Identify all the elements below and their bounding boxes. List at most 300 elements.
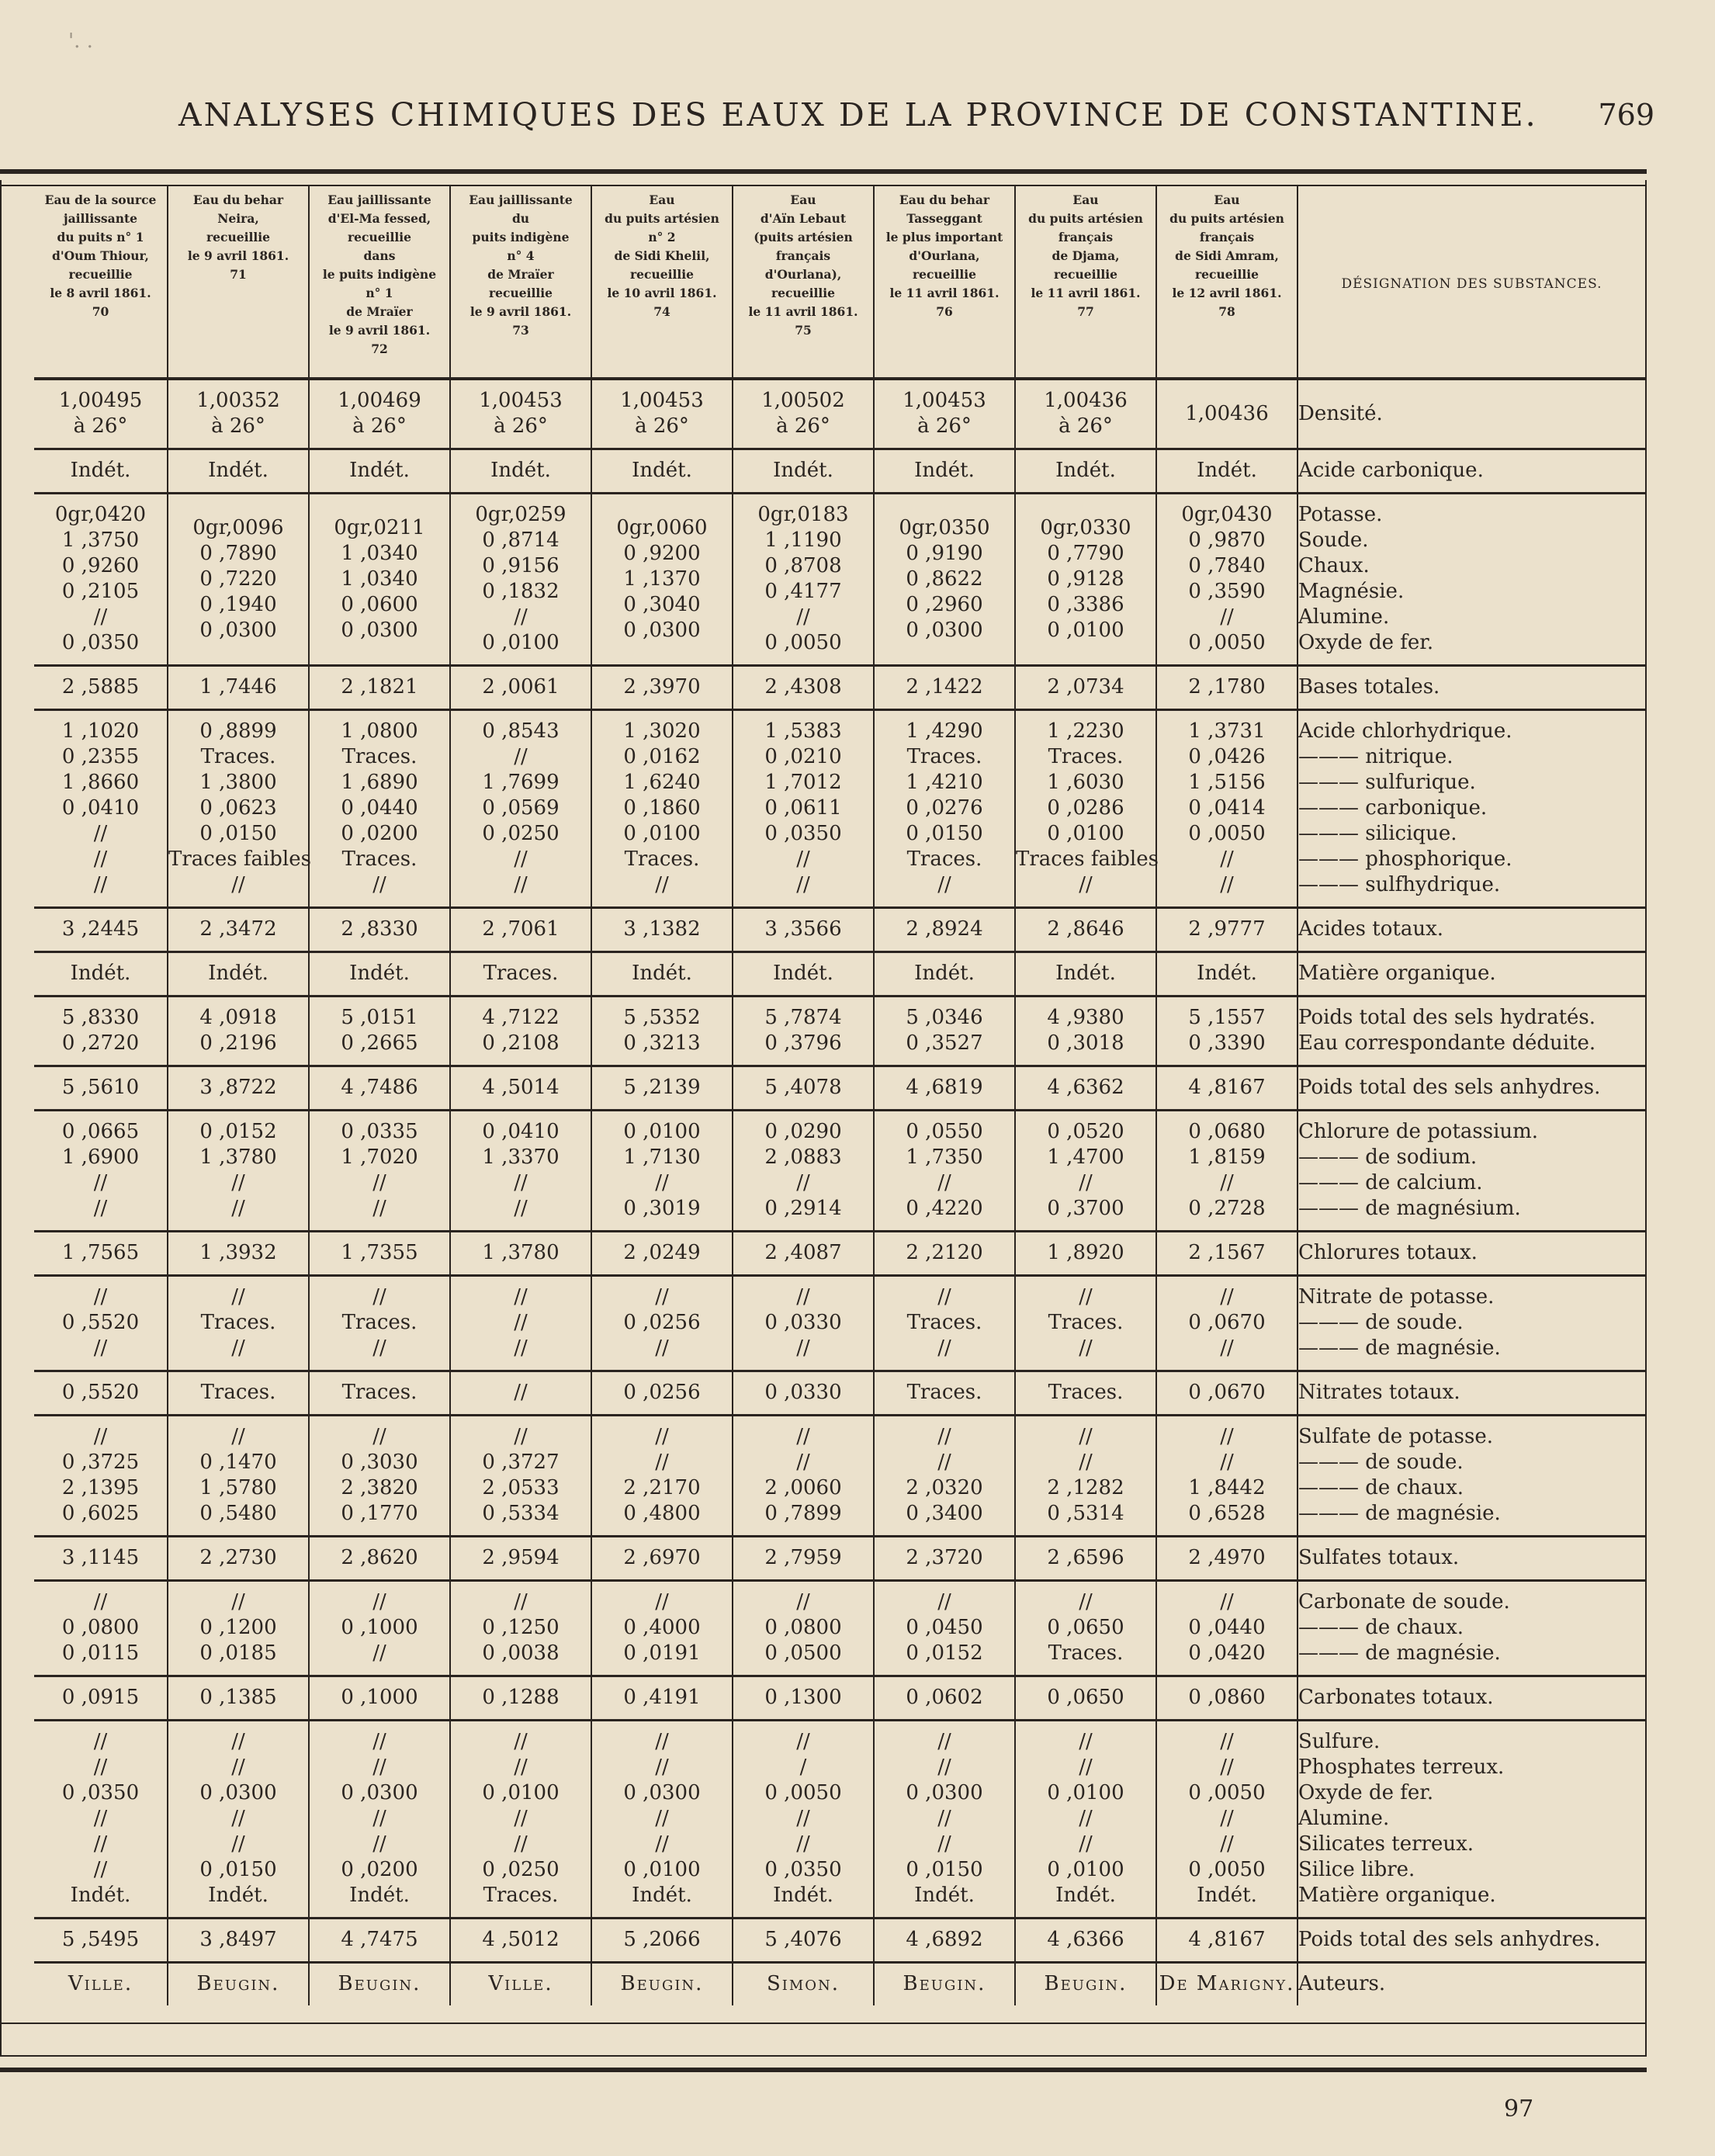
cell-value: 0 ,3725 <box>61 1451 140 1474</box>
cell-value: 0 ,3019 <box>623 1197 701 1220</box>
cell-value: 0 ,4220 <box>906 1197 983 1220</box>
value-cell <box>450 952 591 997</box>
cell-value: // <box>93 605 108 629</box>
cell-value: 2 ,4087 <box>764 1241 842 1264</box>
substance-label: Nitrates totaux. <box>1298 1381 1460 1404</box>
cell-value: 1,00469 <box>338 389 421 412</box>
value-cell <box>450 379 591 449</box>
cell-value: 0 ,0330 <box>764 1311 842 1334</box>
cell-value: 0 ,9190 <box>906 541 983 565</box>
cell-value: Indét. <box>914 459 975 482</box>
value-cell <box>168 1066 309 1111</box>
cell-value: // <box>937 873 951 896</box>
header-line: recueillie <box>488 286 553 300</box>
header-line: Eau <box>790 192 816 207</box>
value-cell <box>309 952 450 997</box>
value-cell <box>874 494 1015 666</box>
cell-value: 2 ,7959 <box>764 1546 842 1569</box>
value-cell <box>168 1111 309 1232</box>
value-cell <box>874 1111 1015 1232</box>
value-cell <box>309 1581 450 1676</box>
header-line: n° 1 <box>366 286 393 300</box>
cell-value: // <box>231 1756 245 1779</box>
cell-value: 0 ,0152 <box>199 1120 277 1143</box>
value-cell <box>1156 1111 1298 1232</box>
value-cell <box>591 1537 733 1581</box>
cell-value: 0 ,2108 <box>482 1031 560 1055</box>
substance-cell <box>1298 952 1645 997</box>
cell-value: 0 ,0500 <box>764 1641 842 1665</box>
cell-value: // <box>937 1807 951 1830</box>
cell-value: // <box>93 1730 108 1753</box>
value-cell <box>168 1537 309 1581</box>
value-cell <box>1156 1371 1298 1416</box>
cell-value: 0 ,0440 <box>1188 1616 1266 1639</box>
cell-value: 1 ,0340 <box>341 567 418 591</box>
cell-value: 4 ,8167 <box>1188 1076 1266 1099</box>
cell-value: Indét. <box>349 962 410 985</box>
table-row <box>34 1676 1645 1721</box>
value-cell <box>874 449 1015 494</box>
cell-value: // <box>1220 1336 1234 1360</box>
cell-value: // <box>514 1336 528 1360</box>
cell-value: 0 ,6025 <box>61 1502 140 1525</box>
cell-value: 0 ,0350 <box>764 822 842 845</box>
cell-value: 0 ,4177 <box>764 580 842 603</box>
cell-value: 0 ,0191 <box>623 1641 701 1665</box>
value-cell <box>1156 1537 1298 1581</box>
cell-value: Indét. <box>208 1884 269 1907</box>
cell-value: // <box>1079 1336 1093 1360</box>
value-cell <box>34 1581 168 1676</box>
cell-value: 0 ,7790 <box>1047 541 1124 565</box>
authors-row <box>34 1963 1645 2006</box>
cell-value: // <box>231 1832 245 1856</box>
table-row <box>34 1581 1645 1676</box>
substance-label: Acide chlorhydrique. <box>1298 719 1512 743</box>
cell-value: // <box>1079 1285 1093 1309</box>
cell-value: à 26° <box>73 414 128 438</box>
cell-value: 0 ,1832 <box>482 580 560 603</box>
value-cell <box>1156 1919 1298 1963</box>
cell-value: // <box>937 1336 951 1360</box>
value-cell <box>168 1232 309 1276</box>
substance-cell <box>1298 1676 1645 1721</box>
substance-label: ——— de sodium. <box>1298 1146 1478 1169</box>
cell-value: 2 ,5885 <box>61 675 140 698</box>
cell-value: 0 ,0440 <box>341 796 418 820</box>
cell-value: 2 ,2120 <box>906 1241 983 1264</box>
cell-value: 0 ,0350 <box>61 1781 140 1804</box>
cell-value: // <box>372 1641 386 1665</box>
substance-label: Poids total des sels hydratés. <box>1298 1006 1596 1029</box>
cell-value: // <box>796 873 810 896</box>
cell-value: 1 ,7446 <box>199 675 277 698</box>
value-cell <box>168 1721 309 1919</box>
cell-value: à 26° <box>352 414 407 438</box>
cell-value: 0 ,0915 <box>61 1686 140 1709</box>
cell-value: // <box>514 873 528 896</box>
cell-value: // <box>937 1730 951 1753</box>
cell-value: // <box>93 1171 108 1194</box>
cell-value: 0 ,5314 <box>1047 1502 1124 1525</box>
value-cell <box>1015 379 1156 449</box>
value-cell <box>591 1416 733 1537</box>
cell-value: 1 ,6900 <box>61 1146 140 1169</box>
value-cell <box>1156 710 1298 908</box>
cell-value: 0 ,0800 <box>61 1616 140 1639</box>
table-row <box>34 1537 1645 1581</box>
cell-value: 5 ,0151 <box>341 1006 418 1029</box>
cell-value: 2 ,3472 <box>199 917 277 941</box>
cell-value: Indét. <box>208 962 269 985</box>
cell-value: // <box>796 1336 810 1360</box>
table-row <box>34 952 1645 997</box>
header-line: Eau de la source <box>44 192 157 207</box>
cell-value: // <box>372 1336 386 1360</box>
cell-value: 0 ,0860 <box>1188 1686 1266 1709</box>
cell-value: 0 ,0300 <box>623 1781 701 1804</box>
substance-label: ——— de magnésie. <box>1298 1502 1501 1525</box>
cell-value: 1,00495 <box>58 389 143 412</box>
value-cell <box>450 666 591 710</box>
cell-value: // <box>93 1807 108 1830</box>
value-cell <box>1156 1232 1298 1276</box>
cell-value: 0 ,1300 <box>764 1686 842 1709</box>
cell-value: 4 ,7475 <box>341 1928 418 1951</box>
cell-value: 0 ,3390 <box>1188 1031 1266 1055</box>
sample-number: 71 <box>230 267 247 282</box>
cell-value: 1 ,8920 <box>1047 1241 1124 1264</box>
analysis-grid <box>34 185 1645 2005</box>
cell-value: // <box>372 873 386 896</box>
value-cell <box>450 1371 591 1416</box>
value-cell <box>874 710 1015 908</box>
header-line: Neira, <box>217 211 259 226</box>
cell-value: // <box>937 1590 951 1614</box>
table-frame-left <box>0 180 2 2055</box>
header-line: dans <box>363 248 396 263</box>
cell-value: 0 ,0426 <box>1188 745 1266 768</box>
cell-value: 0 ,2105 <box>61 580 140 603</box>
cell-value: 1 ,7130 <box>623 1146 701 1169</box>
header-line: puits indigène <box>472 230 570 244</box>
substance-label: Phosphates terreux. <box>1298 1756 1505 1779</box>
value-cell <box>309 1066 450 1111</box>
substance-label: ——— sulfurique. <box>1298 771 1476 794</box>
cell-value: 4 ,7122 <box>482 1006 560 1029</box>
cell-value: Indét. <box>632 962 692 985</box>
header-line: le 9 avril 1861. <box>469 304 572 319</box>
substance-label: Carbonates totaux. <box>1298 1686 1494 1709</box>
substance-label: Sulfure. <box>1298 1730 1381 1753</box>
value-cell <box>874 1919 1015 1963</box>
cell-value: 5 ,0346 <box>906 1006 983 1029</box>
table-row <box>34 1111 1645 1232</box>
substance-cell <box>1298 710 1645 908</box>
cell-value: Traces. <box>906 1381 982 1404</box>
cell-value: Indét. <box>208 459 269 482</box>
value-cell <box>309 494 450 666</box>
cell-value: Indét. <box>773 1884 833 1907</box>
cell-value: // <box>514 605 528 629</box>
cell-value: 1 ,3932 <box>199 1241 277 1264</box>
value-cell <box>309 666 450 710</box>
cell-value: 1 ,7565 <box>61 1241 140 1264</box>
cell-value: 0 ,0100 <box>1047 1781 1124 1804</box>
cell-value: 3 ,8497 <box>199 1928 277 1951</box>
value-cell <box>733 710 874 908</box>
substance-label: Oxyde de fer. <box>1298 631 1434 654</box>
cell-value: 4 ,6819 <box>906 1076 983 1099</box>
cell-value: // <box>231 1590 245 1614</box>
substance-label: Oxyde de fer. <box>1298 1781 1434 1804</box>
value-cell <box>874 908 1015 952</box>
substance-label: Chlorures totaux. <box>1298 1241 1478 1264</box>
cell-value: à 26° <box>635 414 689 438</box>
value-cell <box>591 1371 733 1416</box>
table-row <box>34 908 1645 952</box>
cell-value: // <box>231 1336 245 1360</box>
cell-value: 2 ,1821 <box>341 675 418 698</box>
cell-value: 2 ,1567 <box>1188 1241 1266 1264</box>
cell-value: 0 ,9156 <box>482 554 560 577</box>
cell-value: 1,00436 <box>1185 401 1269 425</box>
value-cell <box>450 1276 591 1371</box>
value-cell <box>309 449 450 494</box>
sample-column-header <box>1156 185 1298 379</box>
substance-label: Soude. <box>1298 529 1369 552</box>
cell-value: 0 ,0250 <box>482 1858 560 1881</box>
cell-value: // <box>1079 1425 1093 1448</box>
cell-value: 0 ,1385 <box>199 1686 277 1709</box>
cell-value: 0gr,0060 <box>616 515 708 539</box>
cell-value: 0gr,0420 <box>54 503 147 526</box>
cell-value: Indét. <box>632 1884 692 1907</box>
substance-label: ——— de soude. <box>1298 1311 1464 1334</box>
cell-value: 0 ,0200 <box>341 1858 418 1881</box>
cell-value: // <box>1220 1756 1234 1779</box>
value-cell <box>733 1676 874 1721</box>
cell-value: 0 ,0038 <box>482 1641 560 1665</box>
header-line: du <box>511 211 530 226</box>
author-cell: Ville. <box>450 1963 591 2006</box>
header-line: recueillie <box>912 267 976 282</box>
substance-label: Carbonate de soude. <box>1298 1590 1510 1614</box>
value-cell <box>874 1537 1015 1581</box>
value-cell <box>591 710 733 908</box>
cell-value: 0gr,0330 <box>1040 515 1131 539</box>
cell-value: 2 ,0320 <box>906 1476 983 1499</box>
substance-label: ——— phosphorique. <box>1298 847 1512 871</box>
substance-cell <box>1298 908 1645 952</box>
value-cell <box>591 666 733 710</box>
cell-value: 0 ,0050 <box>1188 822 1266 845</box>
cell-value: // <box>514 1807 528 1830</box>
value-cell <box>450 449 591 494</box>
sample-number: 78 <box>1218 304 1235 319</box>
value-cell <box>1015 1232 1156 1276</box>
cell-value: 5 ,2139 <box>623 1076 701 1099</box>
cell-value: 0 ,4800 <box>623 1502 701 1525</box>
value-cell <box>1015 952 1156 997</box>
cell-value: // <box>372 1425 386 1448</box>
substance-label: Chlorure de potassium. <box>1298 1120 1539 1143</box>
cell-value: 0 ,0670 <box>1188 1311 1266 1334</box>
cell-value: 4 ,9380 <box>1047 1006 1124 1029</box>
value-cell <box>309 1371 450 1416</box>
value-cell <box>874 379 1015 449</box>
sample-column-header <box>168 185 309 379</box>
running-head: ANALYSES CHIMIQUES DES EAUX DE LA PROVINCE DE CONSTANTINE. <box>178 96 1538 133</box>
cell-value: 0 ,0100 <box>1047 618 1124 642</box>
cell-value: Traces. <box>341 745 417 768</box>
header-line: du puits artésien <box>1028 211 1143 226</box>
substance-label: Chaux. <box>1298 554 1370 577</box>
cell-value: // <box>514 745 528 768</box>
cell-value: Traces. <box>1048 1311 1124 1334</box>
cell-value: Indét. <box>1197 962 1257 985</box>
value-cell <box>34 1919 168 1963</box>
header-line: le 11 avril 1861. <box>1031 286 1141 300</box>
substance-label: Acide carbonique. <box>1298 459 1484 482</box>
cell-value: 1,00502 <box>761 389 845 412</box>
value-cell <box>34 1537 168 1581</box>
substance-label: ——— de chaux. <box>1298 1476 1464 1499</box>
sample-number: 73 <box>512 323 529 338</box>
cell-value: // <box>93 1285 108 1309</box>
cell-value: // <box>655 1171 669 1194</box>
substance-cell <box>1298 1721 1645 1919</box>
cell-value: 1 ,7350 <box>906 1146 983 1169</box>
substance-label: ——— de magnésie. <box>1298 1641 1501 1665</box>
cell-value: à 26° <box>494 414 548 438</box>
cell-value: 1 ,7699 <box>482 771 560 794</box>
cell-value: Indét. <box>1055 459 1116 482</box>
sample-number: 75 <box>795 323 812 338</box>
cell-value: 0 ,8708 <box>764 554 842 577</box>
cell-value: // <box>231 1171 245 1194</box>
cell-value: // <box>937 1451 951 1474</box>
value-cell <box>874 1416 1015 1537</box>
value-cell <box>874 1721 1015 1919</box>
header-line: Eau <box>1072 192 1099 207</box>
cell-value: 0 ,0300 <box>341 618 418 642</box>
value-cell <box>591 494 733 666</box>
cell-value: 0 ,3018 <box>1047 1031 1124 1055</box>
value-cell <box>34 1416 168 1537</box>
cell-value: // <box>93 1832 108 1856</box>
table-row <box>34 1066 1645 1111</box>
cell-value: 0 ,0650 <box>1047 1686 1124 1709</box>
cell-value: // <box>655 1807 669 1830</box>
cell-value: 2 ,0060 <box>764 1476 842 1499</box>
table-frame-right <box>1645 180 1647 2055</box>
cell-value: // <box>231 1807 245 1830</box>
value-cell <box>168 1919 309 1963</box>
cell-value: // <box>372 1756 386 1779</box>
cell-value: Indét. <box>773 459 833 482</box>
value-cell <box>1156 1581 1298 1676</box>
author-cell: Beugin. <box>168 1963 309 2006</box>
cell-value: // <box>514 1285 528 1309</box>
author-cell: Simon. <box>733 1963 874 2006</box>
cell-value: 1,00453 <box>479 389 563 412</box>
cell-value: // <box>93 822 108 845</box>
cell-value: 0 ,0569 <box>482 796 560 820</box>
cell-value: 4 ,6362 <box>1047 1076 1124 1099</box>
cell-value: // <box>231 873 245 896</box>
value-cell <box>1015 449 1156 494</box>
cell-value: 0 ,0100 <box>482 1781 560 1804</box>
substance-label: ——— de calcium. <box>1298 1171 1483 1194</box>
value-cell <box>733 666 874 710</box>
cell-value: 1 ,6240 <box>623 771 701 794</box>
header-line: Eau jaillissante <box>469 192 573 207</box>
cell-value: 0gr,0259 <box>475 503 566 526</box>
value-cell <box>591 1581 733 1676</box>
cell-value: // <box>937 1285 951 1309</box>
header-line: le 10 avril 1861. <box>607 286 717 300</box>
value-cell <box>34 494 168 666</box>
value-cell <box>309 1919 450 1963</box>
header-line: recueillie <box>347 230 411 244</box>
header-line: de Mraïer <box>346 304 413 319</box>
cell-value: 0 ,7890 <box>199 541 277 565</box>
cell-value: 2 ,1422 <box>906 675 983 698</box>
substance-cell <box>1298 379 1645 449</box>
value-cell <box>34 710 168 908</box>
value-cell <box>168 908 309 952</box>
value-cell <box>168 379 309 449</box>
cell-value: à 26° <box>211 414 265 438</box>
value-cell <box>450 1537 591 1581</box>
substance-cell <box>1298 1111 1645 1232</box>
cell-value: 1 ,3780 <box>199 1146 277 1169</box>
cell-value: 0gr,0430 <box>1181 503 1273 526</box>
value-cell <box>1156 1276 1298 1371</box>
cell-value: // <box>1220 1171 1234 1194</box>
cell-value: 0 ,2914 <box>764 1197 842 1220</box>
cell-value: 0 ,0414 <box>1188 796 1266 820</box>
cell-value: 0 ,3030 <box>341 1451 418 1474</box>
cell-value: Indét. <box>1055 962 1116 985</box>
cell-value: 4 ,8167 <box>1188 1928 1266 1951</box>
value-cell <box>733 997 874 1066</box>
cell-value: // <box>1220 1285 1234 1309</box>
substance-cell <box>1298 1581 1645 1676</box>
value-cell <box>733 1276 874 1371</box>
value-cell <box>591 1721 733 1919</box>
cell-value: // <box>231 1425 245 1448</box>
value-cell <box>591 1276 733 1371</box>
cell-value: 0 ,0350 <box>61 631 140 654</box>
value-cell <box>309 908 450 952</box>
header-line: recueillie <box>206 230 270 244</box>
table-row <box>34 379 1645 449</box>
value-cell <box>591 379 733 449</box>
cell-value: // <box>796 1171 810 1194</box>
value-cell <box>1015 1416 1156 1537</box>
substance-label: Magnésie. <box>1298 580 1405 603</box>
cell-value: 0 ,3796 <box>764 1031 842 1055</box>
cell-value: 3 ,8722 <box>199 1076 277 1099</box>
value-cell <box>591 952 733 997</box>
substance-label: ——— carbonique. <box>1298 796 1488 820</box>
value-cell <box>1015 1111 1156 1232</box>
substance-label: ——— de soude. <box>1298 1451 1464 1474</box>
cell-value: 0 ,1940 <box>199 592 277 616</box>
